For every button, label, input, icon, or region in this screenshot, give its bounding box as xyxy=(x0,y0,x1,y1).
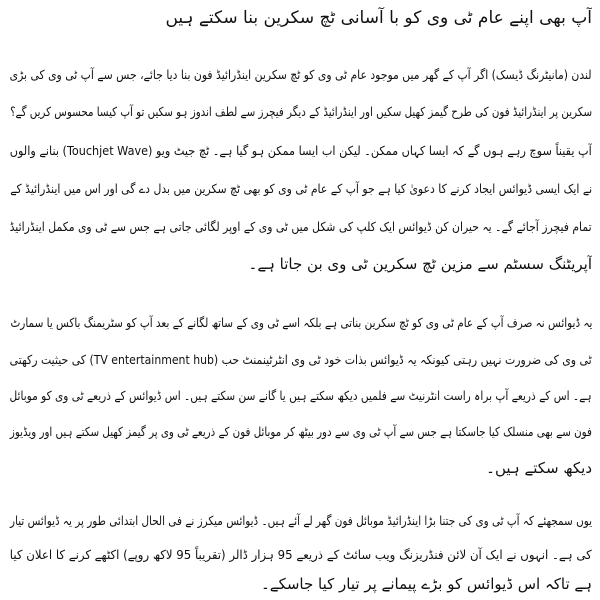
line-text: دیکھ سکتے ہیں۔ xyxy=(486,459,592,477)
line-text: یہ ڈیوائس نہ صرف آپ کے عام ٹی وی کو ٹچ سکرین بناتی ہے بلکہ اسے ٹی وی کے ساتھ لگانے کے بعد آپ کو سٹریمنگ باکس یا سمارٹ xyxy=(10,315,592,330)
line-text: ہے۔ اس کے ذریعے آپ براہ راست انٹرنیٹ سے فلمیں دیکھ سکتے ہیں یا گانے سن سکتے ہیں۔ اس ڈیوائس کے ذریعے ٹی وی کو موبائل xyxy=(10,388,592,403)
line-text: سکرین پر اینڈرائیڈ فون کی طرح گیمز کھیل سکیں اور اینڈرائیڈ کے دیگر فیچرز سے لطف اندوز ہو سکیں تو آپ کیسا محسوس کریں گے؟ xyxy=(10,104,592,119)
paragraph-line xyxy=(8,174,592,204)
paragraph-line xyxy=(8,97,592,127)
paragraph-line xyxy=(8,381,592,411)
paragraph-line xyxy=(8,136,592,166)
paragraph-line xyxy=(8,249,592,279)
line-text: کی ہے۔ انہوں نے ایک آن لائن فنڈریزنگ ویب سائٹ کے ذریعے 95 ہزار ڈالر (تقریباً 95 لاکھ روپے) اکٹھے کرنے کا اعلان کیا xyxy=(10,547,592,562)
paragraph-line xyxy=(8,453,592,483)
line-text: نے ایک ایسی ڈیوائس ایجاد کرنے کا دعویٰ کیا ہے جو آپ کے عام ٹی وی کو بھی ٹچ سکرین میں بدل دے گی اور اس میں اینڈرائیڈ کے xyxy=(10,181,592,196)
paragraph-line xyxy=(8,60,592,90)
paragraph-line xyxy=(8,308,592,338)
paragraph-line xyxy=(8,417,592,447)
line-text: ٹی وی کی ضرورت نہیں رہتی کیونکہ یہ ڈیوائس بذات خود ٹی وی انٹرٹینمنٹ حب (TV entertainment hub) کی حیثیت رکھتی xyxy=(10,352,592,367)
paragraph-line xyxy=(8,345,592,375)
paragraph-line xyxy=(8,540,592,570)
article-title xyxy=(8,3,592,33)
line-text: آپریٹنگ سسٹم سے مزین ٹچ سکرین ٹی وی بن جاتا ہے۔ xyxy=(248,255,592,273)
paragraph-line xyxy=(8,212,592,242)
line-text: یوں سمجھئے کہ آپ ٹی وی کی جتنا بڑا اینڈرائیڈ موبائل فون گھر لے آئے ہیں۔ ڈیوائس میکرز نے فی الحال ابتدائی طور پر یہ ڈیوائس تیار xyxy=(10,513,592,528)
line-text: ہے تاکہ اس ڈیوائس کو بڑے پیمانے پر تیار کیا جاسکے۔ xyxy=(261,575,592,593)
line-text: تمام فیچرز آجائے گے۔ یہ حیران کن ڈیوائس ایک کلپ کی شکل میں ٹی وی کے اوپر لگائی جاتی ہے جس سے ٹی وی مکمل اینڈرائیڈ xyxy=(10,219,592,234)
line-text: لندن (مانیٹرنگ ڈیسک) اگر آپ کے گھر میں موجود عام ٹی وی کو ٹچ سکرین اینڈرائیڈ فون بنا دیا جائے، جس سے آپ ٹی وی کی بڑی xyxy=(10,67,592,82)
paragraph-line xyxy=(8,506,592,536)
line-text: آپ یقیناً سوچ رہے ہوں گے کہ ایسا کہاں ممکن۔ لیکن اب ایسا ممکن ہو گیا ہے۔ ٹچ جیٹ ویو (Touchjet Wave) بنانے والوں xyxy=(10,143,592,158)
paragraph-line xyxy=(8,569,592,599)
article-title-text: آپ بھی اپنے عام ٹی وی کو با آسانی ٹچ سکرین بنا سکتے ہیں xyxy=(165,8,592,28)
line-text: فون سے بھی منسلک کیا جاسکتا ہے جس سے آپ ٹی وی سے دور بیٹھ کر موبائل فون کے ذریعے ٹی وی پر گیمز کھیل سکتے ہیں اور ویڈیوز xyxy=(10,424,592,439)
